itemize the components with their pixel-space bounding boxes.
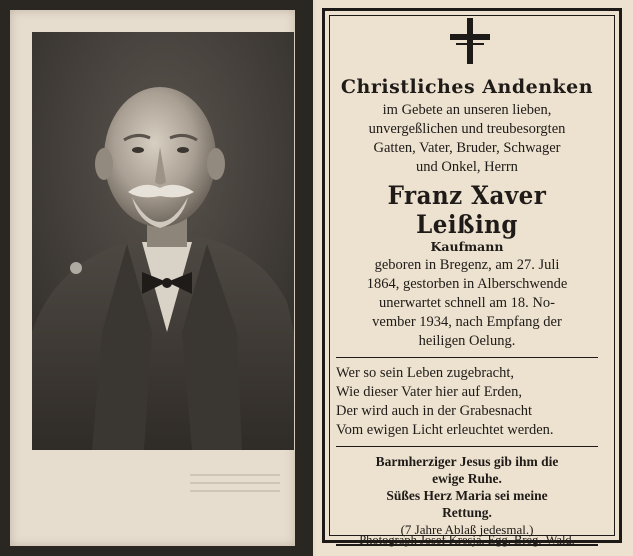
occupation: Kaufmann bbox=[430, 239, 504, 254]
heading: Christliches Andenken bbox=[340, 76, 594, 98]
memorial-text bbox=[328, 76, 606, 552]
intro-text bbox=[328, 101, 606, 177]
cross-icon bbox=[450, 18, 490, 64]
dates-line: heiligen Oelung. bbox=[418, 333, 516, 349]
intro-line: im Gebete an unseren lieben, bbox=[382, 102, 552, 118]
portrait-illustration bbox=[32, 32, 294, 450]
prayer-line: Rettung. bbox=[442, 505, 492, 520]
dates-line: 1864, gestorben in Alberschwende bbox=[366, 276, 568, 292]
dates-line: vember 1934, nach Empfang der bbox=[372, 314, 562, 330]
poem bbox=[328, 364, 606, 440]
intro-line: Gatten, Vater, Bruder, Schwager bbox=[373, 140, 561, 156]
dates-line: unerwartet schnell am 18. No- bbox=[379, 295, 555, 311]
prayer-line: Barmherziger Jesus gib ihm die bbox=[375, 454, 559, 469]
divider bbox=[336, 357, 598, 358]
divider bbox=[336, 446, 598, 447]
portrait-photo bbox=[32, 32, 294, 450]
photographer-credit: Photograph Josef Kresja, Egg, Breg.-Wald. bbox=[359, 533, 575, 547]
intro-line: und Onkel, Herrn bbox=[416, 159, 518, 175]
prayer bbox=[328, 453, 606, 521]
photo-mount bbox=[10, 10, 295, 546]
deceased-name: Franz Xaver Leißing bbox=[387, 181, 547, 239]
prayer-line: Süßes Herz Maria sei meine bbox=[386, 488, 548, 503]
life-dates bbox=[328, 256, 606, 351]
intro-line: unvergeßlichen und treubesorgten bbox=[368, 121, 566, 137]
poem-line: Der wird auch in der Grabesnacht bbox=[336, 403, 533, 419]
poem-line: Wer so sein Leben zugebracht, bbox=[336, 365, 514, 381]
faint-reverse-print bbox=[190, 468, 280, 508]
dates-line: geboren in Bregenz, am 27. Juli bbox=[374, 257, 560, 273]
indulgence-note: (7 Jahre Ablaß jedesmal.) bbox=[400, 522, 534, 537]
photo-card bbox=[0, 0, 313, 556]
prayer-line: ewige Ruhe. bbox=[432, 471, 502, 486]
memorial-card bbox=[316, 0, 633, 556]
poem-line: Vom ewigen Licht erleuchtet werden. bbox=[336, 422, 554, 438]
poem-line: Wie dieser Vater hier auf Erden, bbox=[336, 384, 522, 400]
